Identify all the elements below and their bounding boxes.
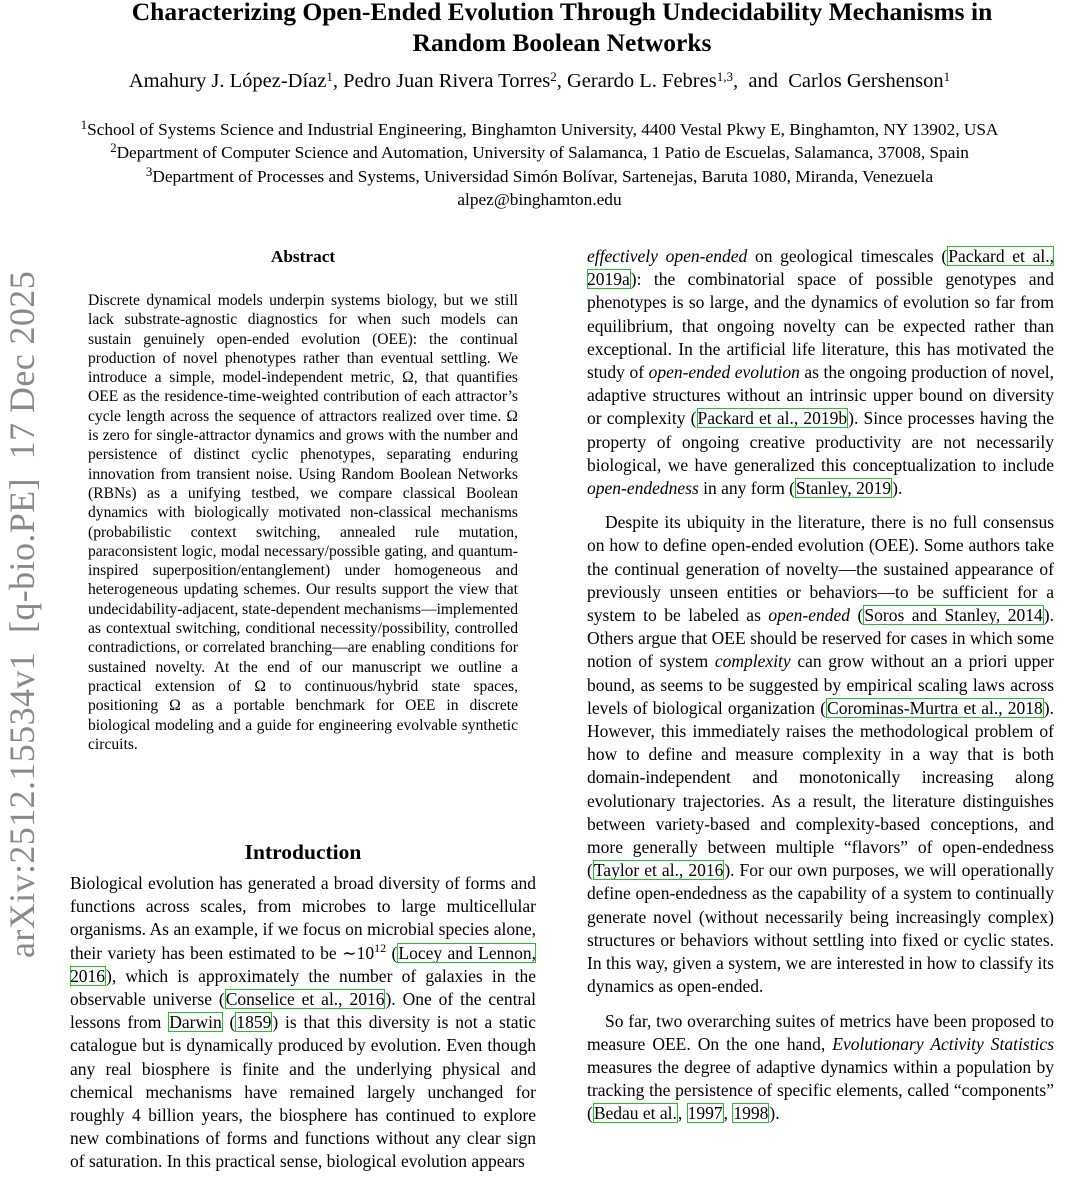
- text-run: (: [222, 1012, 236, 1033]
- affiliation: [0, 165, 1079, 188]
- text-run: on geological timescales (: [747, 246, 948, 266]
- text-run: as the ongoing production of novel, adaptive structures without an intrinsic upper bound on diversity or complexity (: [587, 362, 1054, 429]
- affiliation-text: Department of Processes and Systems, Universidad Simón Bolívar, Sartenejas, Baruta 1080, Miranda, Venezuela: [152, 166, 934, 186]
- text-run: ).: [892, 478, 903, 499]
- citation-link[interactable]: Locey and Lennon, 2016: [70, 942, 537, 986]
- body-paragraph: [587, 1010, 1054, 1126]
- text-run: can grow without an a priori upper bound, as seems to be suggested by empirical scaling laws across levels of biological organization (: [587, 651, 1055, 718]
- text-run: ): the combinatorial space of possible genotypes and phenotypes is so large, and the dynamics of evolution so far from equilibrium, that ongoing novelty can be expected rather than exceptional. In the artificial life literature, this has motivated the study of: [587, 269, 1054, 383]
- text-run: (: [386, 942, 398, 963]
- exponent: 12: [374, 940, 387, 955]
- citation-link[interactable]: Taylor et al., 2016: [593, 860, 724, 881]
- text-run: ) is that this diversity is not a static catalogue but is dynamically produced by evolution. Even though any real biosphere is finite and the underlying physical and chemical mechanisms have remained largely unchanged for roughly 4 billion years, the biosphere has continued to explore new combinations of forms and functions without any clear sign of saturation. In this practical sense, biological evolution appears: [70, 1012, 536, 1172]
- text-run: Biological evolution has generated a broad diversity of forms and functions across scales, from microbes to large multicellular organisms. As an example, if we focus on microbial species alone, their variety has been estimated to be ∼10: [70, 873, 536, 963]
- affiliation: [0, 118, 1079, 141]
- affiliation-mark: 1: [80, 117, 88, 132]
- citation-link[interactable]: 1997: [687, 1103, 723, 1124]
- text-run: ).: [769, 1103, 780, 1124]
- author-affil-mark: 1: [326, 69, 333, 84]
- affiliation-mark: 2: [110, 140, 117, 156]
- emphasis: effectively open-ended: [587, 246, 748, 266]
- affiliation-list: [0, 118, 1079, 211]
- contact-email[interactable]: alpez@binghamton.edu: [457, 189, 622, 209]
- text-run: measures the degree of adaptive dynamics within a population by tracking the persistence of specific elements, called “components” (: [587, 1056, 1054, 1124]
- arxiv-stamp: arXiv:2512.15534v1 [q-bio.PE] 17 Dec 2025: [2, 270, 42, 958]
- text-run: ,: [723, 1103, 733, 1124]
- citation-link[interactable]: Bedau et al.: [593, 1103, 677, 1124]
- citation-link[interactable]: Conselice et al., 2016: [225, 989, 385, 1010]
- author-affil-mark: 1,3: [716, 69, 733, 84]
- title-line-2: Random Boolean Networks: [412, 28, 712, 57]
- emphasis: open-ended evolution: [648, 362, 800, 383]
- author-list: [0, 68, 1079, 94]
- right-column: [587, 245, 1054, 1126]
- body-paragraph: [587, 511, 1054, 998]
- text-run: Despite its ubiquity in the literature, there is no full consensus on how to define open-ended evolution (OEE). Some authors take the continual generation of novelty—the sustained appearance of previously unseen entities or behaviors—to be sufficient for a system to be labeled as: [587, 512, 1054, 626]
- citation-link[interactable]: 1859: [236, 1012, 272, 1033]
- text-run: in any form (: [698, 478, 796, 499]
- text-run: (: [850, 605, 864, 626]
- citation-link[interactable]: 1998: [733, 1103, 769, 1124]
- text-run: ). However, this immediately raises the methodological problem of how to define and measure complexity in a way that is both domain-independent and monotonically increasing along evolutionary trajectories. As a result, the literature distinguishes between variety-based and complexity-based conceptions, and more generally between multiple “flavors” of open-endedness (: [587, 697, 1054, 881]
- author-affil-mark: 1: [943, 69, 951, 84]
- author-affil-mark: 2: [550, 69, 557, 84]
- author-name: Pedro Juan Rivera Torres: [343, 70, 551, 92]
- citation-link[interactable]: Packard et al., 2019a: [587, 246, 1055, 290]
- abstract-heading: Abstract: [270, 247, 336, 266]
- author-separator: ,: [556, 70, 567, 92]
- introduction-heading: Introduction: [244, 840, 362, 864]
- affiliation-text: School of Systems Science and Industrial Engineering, Binghamton University, 4400 Vestal Pkwy E, Binghamton, NY 13902, USA: [87, 120, 999, 139]
- body-paragraph: [587, 245, 1054, 500]
- text-run: ). One of the central lessons from: [70, 989, 536, 1033]
- arxiv-stamp-container: [0, 232, 44, 958]
- text-run: ). Since processes having the property of ongoing creative productivity are not necessarily biological, we have generalized this conceptualization to include: [587, 408, 1055, 475]
- emphasis: Evolutionary Activity Statistics: [832, 1033, 1055, 1054]
- emphasis: open-endedness: [587, 478, 699, 499]
- text-run: ). Others argue that OEE should be reserved for cases in which some notion of system: [587, 605, 1054, 672]
- affiliation-text: Department of Computer Science and Automation, University of Salamanca, 1 Patio de Escuelas, Salamanca, 37008, Spain: [116, 143, 969, 163]
- citation-link[interactable]: Corominas-Murtra et al., 2018: [827, 697, 1043, 718]
- author-separator: , and: [732, 70, 789, 92]
- introduction-paragraph: [70, 872, 536, 1174]
- citation-link[interactable]: Soros and Stanley, 2014: [864, 605, 1043, 626]
- abstract-text: Discrete dynamical models underpin systems biology, but we still lack substrate-agnostic diagnostics for when such models can sustain genuinely open-ended evolution (OEE): the continual production of novel phenotypes rather than eventual settling. We introduce a simple, model-independent metric, Ω, that quantifies OEE as the residence-time-weighted contribution of each attractor’s cycle length across the sequence of attractors realized over time. Ω is zero for single-attractor dynamics and grows with the number and persistence of distinct cyclic phenotypes, separating enduring innovation from transient noise. Using Random Boolean Networks (RBNs) as a unifying testbed, we compare classical Boolean dynamics with biologically motivated non-classical mechanisms (probabilistic context switching, annealed rule mutation, paraconsistent logic, modal necessary/possible gating, and quantum-inspired superposition/entanglement) under homogeneous and heterogeneous updating schemes. Our results support the view that undecidability-adjacent, state-dependent mechanisms—implemented as contextual switching, conditional necessity/possibility, controlled contradictions, or correlated branching—are enabling conditions for sustained novelty. At the end of our manuscript we outline a practical extension of Ω to continuous/hybrid state spaces, positioning Ω as a portable benchmark for OEE in discrete biological modeling and a guide for engineering evolvable synthetic circuits.: [88, 292, 518, 753]
- text-run: ,: [677, 1103, 687, 1124]
- author-name: Carlos Gershenson: [788, 70, 944, 92]
- paper-title: [60, 0, 1064, 58]
- citation-link[interactable]: Darwin: [169, 1012, 222, 1033]
- emphasis: open-ended: [768, 605, 851, 626]
- text-run: So far, two overarching suites of metrics have been proposed to measure OEE. On the one hand,: [587, 1010, 1054, 1054]
- text-run: ). For our own purposes, we will operationally define open-endedness as the capability of a system to continually generate novel (without necessarily being increasingly complex) structures or behaviors without settling into fixed or cyclic states. In this way, given a system, we are interested in how to classify its dynamics as open-ended.: [587, 860, 1054, 997]
- affiliation-mark: 3: [145, 163, 153, 179]
- citation-link[interactable]: Packard et al., 2019b: [697, 408, 848, 429]
- emphasis: complexity: [714, 651, 791, 672]
- author-name: Gerardo L. Febres: [567, 70, 717, 92]
- text-run: ), which is approximately the number of galaxies in the observable universe (: [70, 965, 536, 1010]
- author-name: Amahury J. López-Díaz: [128, 70, 327, 92]
- affiliation: [0, 141, 1079, 164]
- author-separator: ,: [332, 70, 344, 92]
- title-line-1: Characterizing Open-Ended Evolution Through Undecidability Mechanisms in: [131, 0, 993, 26]
- citation-link[interactable]: Stanley, 2019: [796, 478, 892, 499]
